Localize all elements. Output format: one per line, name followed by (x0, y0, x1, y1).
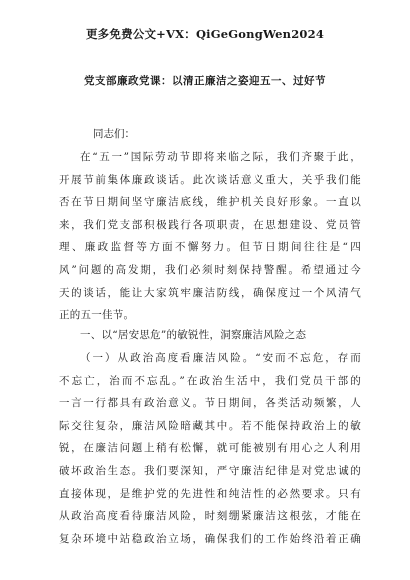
paragraph-line: 复杂环境中站稳政治立场，确保我们的工作始终沿着正确 (59, 532, 361, 545)
paragraph-line: 一言一行都具有政治意义。节日期间，各类活动频繁，人 (59, 397, 361, 410)
paragraph-line: 际交往复杂，廉洁风险暗藏其中。若不能保持政治上的敏 (59, 419, 361, 432)
paragraph-line: 天的谈话，能让大家筑牢廉洁防线，确保度过一个风清气 (59, 286, 361, 299)
section-heading-text: 一、以“居安思危”的敏锐性，洞察廉洁风险之态 (80, 329, 307, 341)
promo-header: 更多免费公文+VX：QiGeGongWen2024 (85, 27, 325, 41)
paragraph-line: 不忘亡，治而不忘乱。”在政治生活中，我们党员干部的 (59, 374, 361, 387)
paragraph-line: 正的五一佳节。 (59, 309, 135, 322)
paragraph-line: （一）从政治高度看廉洁风险。“安而不忘危，存而 (80, 352, 361, 364)
paragraph-line: 直接体现，是维护党的先进性和纯洁性的必然要求。只有 (59, 487, 361, 500)
paragraph-political-risk (59, 347, 361, 550)
document-title: 党支部廉政党课：以清正廉洁之姿迎五一、过好节 (84, 75, 326, 87)
paragraph-line: 风”问题的高发期，我们必须时刻保持警醒。希望通过今 (59, 263, 361, 276)
paragraph-line: 开展节前集体廉政谈话。此次谈话意义重大，关乎我们能 (59, 173, 361, 186)
paragraph-line: 破坏政治生态。我们要深知，严守廉洁纪律是对党忠诚的 (59, 464, 361, 477)
paragraph-line: 否在节日期间坚守廉洁底线，维护机关良好形象。一直以 (59, 196, 361, 209)
paragraph-line: 锐，在廉洁问题上稍有松懈，就可能被别有用心之人利用 (59, 442, 361, 455)
greeting: 同志们： (93, 128, 135, 140)
paragraph-line: 在“五一”国际劳动节即将来临之际，我们齐聚于此， (80, 151, 361, 163)
section-heading (59, 324, 361, 347)
paragraph-line: 从政治高度看待廉洁风险，时刻绷紧廉洁这根弦，才能在 (59, 510, 361, 523)
paragraph-intro (59, 146, 361, 327)
paragraph-line: 理、廉政监督等方面不懈努力。但节日期间往往是“四 (59, 241, 361, 254)
paragraph-line: 来，我们党支部积极践行各项职责，在思想建设、党员管 (59, 218, 361, 231)
